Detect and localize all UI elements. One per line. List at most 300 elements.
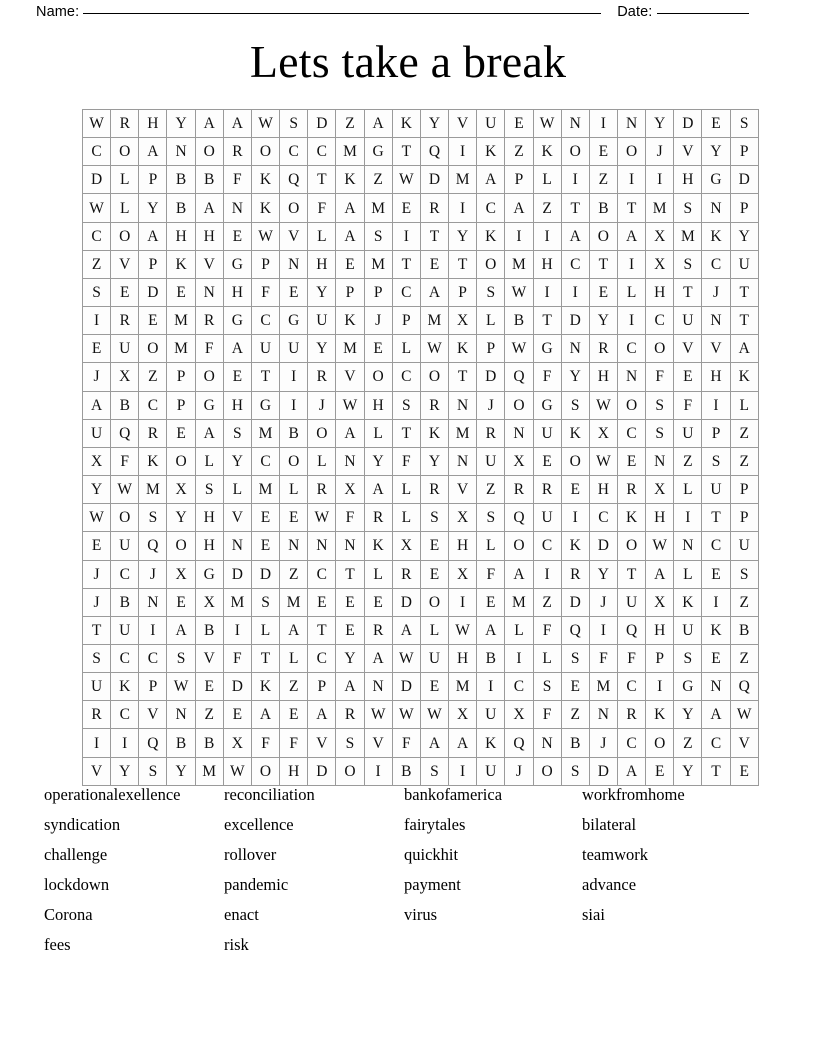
grid-cell[interactable]: C	[111, 560, 139, 588]
grid-cell[interactable]: L	[392, 504, 420, 532]
grid-cell[interactable]: F	[589, 644, 617, 672]
grid-cell[interactable]: L	[195, 447, 223, 475]
grid-cell[interactable]: F	[111, 447, 139, 475]
grid-cell[interactable]: C	[251, 447, 279, 475]
grid-cell[interactable]: U	[533, 419, 561, 447]
grid-cell[interactable]: K	[139, 447, 167, 475]
grid-cell[interactable]: T	[561, 194, 589, 222]
grid-cell[interactable]: S	[674, 644, 702, 672]
grid-cell[interactable]: F	[646, 363, 674, 391]
grid-cell[interactable]: U	[83, 673, 111, 701]
grid-cell[interactable]: A	[280, 616, 308, 644]
grid-cell[interactable]: U	[280, 335, 308, 363]
word-list-item[interactable]: Corona	[44, 905, 93, 924]
grid-cell[interactable]: M	[505, 250, 533, 278]
grid-cell[interactable]: Z	[83, 250, 111, 278]
grid-cell[interactable]: C	[617, 673, 645, 701]
grid-cell[interactable]: E	[420, 560, 448, 588]
grid-cell[interactable]: A	[195, 194, 223, 222]
grid-cell[interactable]: O	[646, 335, 674, 363]
grid-cell[interactable]: I	[533, 560, 561, 588]
word-list-item[interactable]: pandemic	[224, 875, 289, 894]
grid-cell[interactable]: O	[167, 447, 195, 475]
grid-cell[interactable]: D	[83, 166, 111, 194]
grid-cell[interactable]: L	[730, 391, 758, 419]
grid-cell[interactable]: R	[364, 616, 392, 644]
grid-cell[interactable]: P	[730, 476, 758, 504]
grid-cell[interactable]: L	[533, 166, 561, 194]
grid-cell[interactable]: M	[251, 419, 279, 447]
grid-cell[interactable]: M	[364, 250, 392, 278]
grid-cell[interactable]: R	[308, 363, 336, 391]
grid-cell[interactable]: E	[702, 110, 730, 138]
grid-cell[interactable]: H	[646, 616, 674, 644]
grid-cell[interactable]: H	[449, 644, 477, 672]
grid-cell[interactable]: V	[280, 222, 308, 250]
grid-cell[interactable]: Y	[83, 476, 111, 504]
grid-cell[interactable]: F	[533, 701, 561, 729]
grid-cell[interactable]: C	[308, 644, 336, 672]
grid-cell[interactable]: R	[223, 138, 251, 166]
grid-cell[interactable]: H	[646, 278, 674, 306]
grid-cell[interactable]: M	[646, 194, 674, 222]
grid-cell[interactable]: T	[702, 757, 730, 785]
grid-cell[interactable]: Y	[308, 335, 336, 363]
grid-cell[interactable]: M	[195, 757, 223, 785]
grid-cell[interactable]: R	[364, 504, 392, 532]
grid-cell[interactable]: A	[646, 560, 674, 588]
grid-cell[interactable]: W	[392, 701, 420, 729]
grid-cell[interactable]: E	[533, 447, 561, 475]
grid-cell[interactable]: S	[139, 504, 167, 532]
grid-cell[interactable]: S	[251, 588, 279, 616]
grid-cell[interactable]: E	[167, 278, 195, 306]
grid-cell[interactable]: A	[561, 222, 589, 250]
grid-cell[interactable]: E	[251, 532, 279, 560]
grid-cell[interactable]: L	[280, 644, 308, 672]
grid-cell[interactable]: T	[83, 616, 111, 644]
grid-cell[interactable]: U	[477, 701, 505, 729]
grid-cell[interactable]: S	[83, 278, 111, 306]
grid-cell[interactable]: W	[533, 110, 561, 138]
grid-cell[interactable]: J	[477, 391, 505, 419]
grid-cell[interactable]: M	[139, 476, 167, 504]
grid-cell[interactable]: F	[392, 729, 420, 757]
grid-cell[interactable]: O	[280, 194, 308, 222]
grid-cell[interactable]: Z	[674, 729, 702, 757]
grid-cell[interactable]: N	[336, 447, 364, 475]
grid-cell[interactable]: B	[280, 419, 308, 447]
grid-cell[interactable]: A	[420, 729, 448, 757]
grid-cell[interactable]: N	[561, 110, 589, 138]
grid-cell[interactable]: Z	[533, 194, 561, 222]
grid-cell[interactable]: O	[533, 757, 561, 785]
grid-cell[interactable]: M	[280, 588, 308, 616]
grid-cell[interactable]: A	[308, 701, 336, 729]
grid-cell[interactable]: I	[561, 278, 589, 306]
grid-cell[interactable]: E	[308, 588, 336, 616]
grid-cell[interactable]: S	[477, 504, 505, 532]
grid-cell[interactable]: J	[308, 391, 336, 419]
grid-cell[interactable]: T	[336, 560, 364, 588]
grid-cell[interactable]: S	[561, 757, 589, 785]
grid-cell[interactable]: L	[505, 616, 533, 644]
grid-cell[interactable]: K	[477, 729, 505, 757]
grid-cell[interactable]: E	[336, 616, 364, 644]
grid-cell[interactable]: Z	[195, 701, 223, 729]
grid-cell[interactable]: W	[111, 476, 139, 504]
grid-cell[interactable]: B	[195, 616, 223, 644]
grid-cell[interactable]: H	[308, 250, 336, 278]
grid-cell[interactable]: A	[477, 166, 505, 194]
grid-cell[interactable]: K	[646, 701, 674, 729]
grid-cell[interactable]: S	[730, 110, 758, 138]
grid-cell[interactable]: Y	[449, 222, 477, 250]
grid-cell[interactable]: S	[674, 250, 702, 278]
grid-cell[interactable]: I	[646, 673, 674, 701]
word-list-item[interactable]: bilateral	[582, 815, 637, 834]
grid-cell[interactable]: M	[336, 335, 364, 363]
grid-cell[interactable]: C	[139, 391, 167, 419]
grid-cell[interactable]: U	[111, 335, 139, 363]
grid-cell[interactable]: U	[83, 419, 111, 447]
grid-cell[interactable]: G	[364, 138, 392, 166]
grid-cell[interactable]: D	[674, 110, 702, 138]
grid-cell[interactable]: N	[139, 588, 167, 616]
grid-cell[interactable]: U	[617, 588, 645, 616]
grid-cell[interactable]: C	[646, 307, 674, 335]
grid-cell[interactable]: L	[617, 278, 645, 306]
grid-cell[interactable]: B	[477, 644, 505, 672]
grid-cell[interactable]: X	[646, 250, 674, 278]
grid-cell[interactable]: E	[167, 588, 195, 616]
grid-cell[interactable]: T	[533, 307, 561, 335]
grid-cell[interactable]: T	[617, 194, 645, 222]
grid-cell[interactable]: J	[83, 588, 111, 616]
grid-cell[interactable]: S	[280, 110, 308, 138]
grid-cell[interactable]: R	[111, 307, 139, 335]
grid-cell[interactable]: S	[646, 391, 674, 419]
grid-cell[interactable]: K	[617, 504, 645, 532]
grid-cell[interactable]: X	[167, 560, 195, 588]
grid-cell[interactable]: L	[420, 616, 448, 644]
grid-cell[interactable]: P	[167, 363, 195, 391]
grid-cell[interactable]: T	[308, 166, 336, 194]
grid-cell[interactable]: A	[139, 222, 167, 250]
grid-cell[interactable]: F	[280, 729, 308, 757]
grid-cell[interactable]: N	[280, 250, 308, 278]
grid-cell[interactable]: D	[589, 532, 617, 560]
grid-cell[interactable]: Z	[477, 476, 505, 504]
grid-cell[interactable]: W	[449, 616, 477, 644]
grid-cell[interactable]: K	[561, 419, 589, 447]
grid-cell[interactable]: J	[646, 138, 674, 166]
grid-cell[interactable]: R	[111, 110, 139, 138]
grid-cell[interactable]: Y	[167, 110, 195, 138]
grid-cell[interactable]: U	[308, 307, 336, 335]
grid-cell[interactable]: K	[364, 532, 392, 560]
grid-cell[interactable]: E	[223, 701, 251, 729]
grid-cell[interactable]: D	[561, 588, 589, 616]
grid-cell[interactable]: E	[674, 363, 702, 391]
grid-cell[interactable]: T	[392, 419, 420, 447]
grid-cell[interactable]: S	[477, 278, 505, 306]
grid-cell[interactable]: T	[251, 644, 279, 672]
grid-cell[interactable]: V	[364, 729, 392, 757]
grid-cell[interactable]: J	[83, 560, 111, 588]
grid-cell[interactable]: H	[589, 363, 617, 391]
grid-cell[interactable]: X	[505, 701, 533, 729]
grid-cell[interactable]: Y	[730, 222, 758, 250]
grid-cell[interactable]: A	[420, 278, 448, 306]
grid-cell[interactable]: R	[420, 194, 448, 222]
grid-cell[interactable]: A	[477, 616, 505, 644]
grid-cell[interactable]: A	[364, 644, 392, 672]
grid-cell[interactable]: S	[702, 447, 730, 475]
grid-cell[interactable]: A	[392, 616, 420, 644]
grid-cell[interactable]: D	[392, 588, 420, 616]
grid-cell[interactable]: X	[505, 447, 533, 475]
grid-cell[interactable]: T	[251, 363, 279, 391]
grid-cell[interactable]: C	[83, 222, 111, 250]
grid-cell[interactable]: P	[364, 278, 392, 306]
grid-cell[interactable]: I	[617, 166, 645, 194]
grid-cell[interactable]: I	[617, 307, 645, 335]
grid-cell[interactable]: Z	[280, 673, 308, 701]
grid-cell[interactable]: A	[336, 194, 364, 222]
grid-cell[interactable]: W	[336, 391, 364, 419]
grid-cell[interactable]: E	[83, 532, 111, 560]
word-list-item[interactable]: payment	[404, 875, 461, 894]
grid-cell[interactable]: U	[730, 532, 758, 560]
grid-cell[interactable]: H	[223, 391, 251, 419]
grid-cell[interactable]: A	[364, 110, 392, 138]
grid-cell[interactable]: W	[392, 166, 420, 194]
grid-cell[interactable]: O	[617, 391, 645, 419]
grid-cell[interactable]: I	[223, 616, 251, 644]
grid-cell[interactable]: R	[617, 476, 645, 504]
grid-cell[interactable]: K	[449, 335, 477, 363]
grid-cell[interactable]: G	[251, 391, 279, 419]
grid-cell[interactable]: Y	[167, 504, 195, 532]
grid-cell[interactable]: Z	[561, 701, 589, 729]
grid-cell[interactable]: S	[533, 673, 561, 701]
grid-cell[interactable]: N	[702, 673, 730, 701]
grid-cell[interactable]: L	[364, 419, 392, 447]
grid-cell[interactable]: B	[167, 194, 195, 222]
grid-cell[interactable]: P	[251, 250, 279, 278]
grid-cell[interactable]: H	[449, 532, 477, 560]
grid-cell[interactable]: C	[251, 307, 279, 335]
grid-cell[interactable]: M	[449, 673, 477, 701]
grid-cell[interactable]: B	[589, 194, 617, 222]
grid-cell[interactable]: K	[251, 673, 279, 701]
grid-cell[interactable]: A	[505, 194, 533, 222]
grid-cell[interactable]: A	[251, 701, 279, 729]
grid-cell[interactable]: Z	[280, 560, 308, 588]
word-list-item[interactable]: excellence	[224, 815, 294, 834]
grid-cell[interactable]: Q	[505, 363, 533, 391]
grid-cell[interactable]: U	[702, 476, 730, 504]
grid-cell[interactable]: M	[167, 335, 195, 363]
grid-cell[interactable]: L	[308, 222, 336, 250]
grid-cell[interactable]: X	[111, 363, 139, 391]
grid-cell[interactable]: L	[477, 307, 505, 335]
grid-cell[interactable]: P	[449, 278, 477, 306]
grid-cell[interactable]: G	[195, 560, 223, 588]
grid-cell[interactable]: Y	[561, 363, 589, 391]
grid-cell[interactable]: O	[561, 138, 589, 166]
grid-cell[interactable]: H	[280, 757, 308, 785]
grid-cell[interactable]: P	[167, 391, 195, 419]
grid-cell[interactable]: N	[617, 110, 645, 138]
grid-cell[interactable]: A	[702, 701, 730, 729]
word-list-item[interactable]: risk	[224, 935, 249, 954]
grid-cell[interactable]: C	[505, 673, 533, 701]
grid-cell[interactable]: U	[477, 757, 505, 785]
grid-cell[interactable]: C	[533, 532, 561, 560]
grid-cell[interactable]: Z	[589, 166, 617, 194]
grid-cell[interactable]: I	[280, 391, 308, 419]
grid-cell[interactable]: B	[561, 729, 589, 757]
grid-cell[interactable]: O	[139, 335, 167, 363]
grid-cell[interactable]: D	[308, 757, 336, 785]
grid-cell[interactable]: O	[251, 757, 279, 785]
grid-cell[interactable]: L	[251, 616, 279, 644]
grid-cell[interactable]: C	[617, 335, 645, 363]
grid-cell[interactable]: Z	[730, 588, 758, 616]
grid-cell[interactable]: W	[251, 110, 279, 138]
grid-cell[interactable]: S	[83, 644, 111, 672]
grid-cell[interactable]: I	[83, 729, 111, 757]
grid-cell[interactable]: L	[674, 560, 702, 588]
word-list-item[interactable]: virus	[404, 905, 437, 924]
grid-cell[interactable]: M	[505, 588, 533, 616]
grid-cell[interactable]: P	[730, 504, 758, 532]
grid-cell[interactable]: O	[111, 138, 139, 166]
grid-cell[interactable]: W	[589, 447, 617, 475]
grid-cell[interactable]: M	[223, 588, 251, 616]
grid-cell[interactable]: D	[392, 673, 420, 701]
grid-cell[interactable]: I	[111, 729, 139, 757]
grid-cell[interactable]: Z	[730, 419, 758, 447]
grid-cell[interactable]: Q	[617, 616, 645, 644]
grid-cell[interactable]: C	[308, 560, 336, 588]
grid-cell[interactable]: O	[617, 138, 645, 166]
grid-cell[interactable]: E	[280, 701, 308, 729]
grid-cell[interactable]: Y	[308, 278, 336, 306]
grid-cell[interactable]: I	[449, 194, 477, 222]
grid-cell[interactable]: P	[308, 673, 336, 701]
grid-cell[interactable]: A	[223, 110, 251, 138]
grid-cell[interactable]: C	[392, 363, 420, 391]
grid-cell[interactable]: U	[674, 616, 702, 644]
grid-cell[interactable]: A	[195, 419, 223, 447]
grid-cell[interactable]: I	[83, 307, 111, 335]
grid-cell[interactable]: H	[223, 278, 251, 306]
grid-cell[interactable]: U	[477, 110, 505, 138]
grid-cell[interactable]: W	[364, 701, 392, 729]
grid-cell[interactable]: X	[223, 729, 251, 757]
grid-cell[interactable]: I	[392, 222, 420, 250]
grid-cell[interactable]: L	[533, 644, 561, 672]
grid-cell[interactable]: N	[589, 701, 617, 729]
grid-cell[interactable]: S	[336, 729, 364, 757]
grid-cell[interactable]: K	[111, 673, 139, 701]
grid-cell[interactable]: I	[449, 138, 477, 166]
grid-cell[interactable]: U	[730, 250, 758, 278]
grid-cell[interactable]: O	[251, 138, 279, 166]
grid-cell[interactable]: Q	[420, 138, 448, 166]
grid-cell[interactable]: L	[308, 447, 336, 475]
grid-cell[interactable]: B	[167, 729, 195, 757]
grid-cell[interactable]: Y	[646, 110, 674, 138]
grid-cell[interactable]: N	[505, 419, 533, 447]
grid-cell[interactable]: I	[589, 616, 617, 644]
grid-cell[interactable]: A	[83, 391, 111, 419]
grid-cell[interactable]: R	[505, 476, 533, 504]
grid-cell[interactable]: W	[589, 391, 617, 419]
grid-cell[interactable]: R	[392, 560, 420, 588]
word-list-item[interactable]: enact	[224, 905, 259, 924]
grid-cell[interactable]: N	[449, 391, 477, 419]
grid-cell[interactable]: E	[589, 138, 617, 166]
grid-cell[interactable]: T	[449, 250, 477, 278]
grid-cell[interactable]: T	[730, 307, 758, 335]
grid-cell[interactable]: B	[111, 391, 139, 419]
grid-cell[interactable]: K	[336, 307, 364, 335]
grid-cell[interactable]: Y	[167, 757, 195, 785]
grid-cell[interactable]: O	[195, 363, 223, 391]
grid-cell[interactable]: H	[533, 250, 561, 278]
grid-cell[interactable]: V	[449, 110, 477, 138]
word-list-item[interactable]: workfromhome	[582, 785, 685, 804]
grid-cell[interactable]: B	[505, 307, 533, 335]
grid-cell[interactable]: N	[167, 701, 195, 729]
grid-cell[interactable]: L	[674, 476, 702, 504]
grid-cell[interactable]: N	[561, 335, 589, 363]
grid-cell[interactable]: M	[589, 673, 617, 701]
grid-cell[interactable]: R	[195, 307, 223, 335]
grid-cell[interactable]: K	[561, 532, 589, 560]
grid-cell[interactable]: W	[505, 278, 533, 306]
grid-cell[interactable]: G	[223, 250, 251, 278]
grid-cell[interactable]: U	[251, 335, 279, 363]
grid-cell[interactable]: O	[111, 504, 139, 532]
grid-cell[interactable]: H	[195, 532, 223, 560]
grid-cell[interactable]: I	[646, 166, 674, 194]
grid-cell[interactable]: R	[477, 419, 505, 447]
grid-cell[interactable]: E	[420, 250, 448, 278]
grid-cell[interactable]: F	[392, 447, 420, 475]
word-list-item[interactable]: bankofamerica	[404, 785, 503, 804]
grid-cell[interactable]: Y	[139, 194, 167, 222]
grid-cell[interactable]: N	[646, 447, 674, 475]
grid-cell[interactable]: G	[223, 307, 251, 335]
grid-cell[interactable]: N	[364, 673, 392, 701]
grid-cell[interactable]: D	[223, 560, 251, 588]
grid-cell[interactable]: K	[702, 222, 730, 250]
grid-cell[interactable]: K	[730, 363, 758, 391]
grid-cell[interactable]: O	[646, 729, 674, 757]
grid-cell[interactable]: E	[420, 532, 448, 560]
grid-cell[interactable]: S	[561, 391, 589, 419]
grid-cell[interactable]: B	[392, 757, 420, 785]
grid-cell[interactable]: W	[730, 701, 758, 729]
grid-cell[interactable]: X	[392, 532, 420, 560]
grid-cell[interactable]: Y	[589, 560, 617, 588]
grid-cell[interactable]: P	[392, 307, 420, 335]
